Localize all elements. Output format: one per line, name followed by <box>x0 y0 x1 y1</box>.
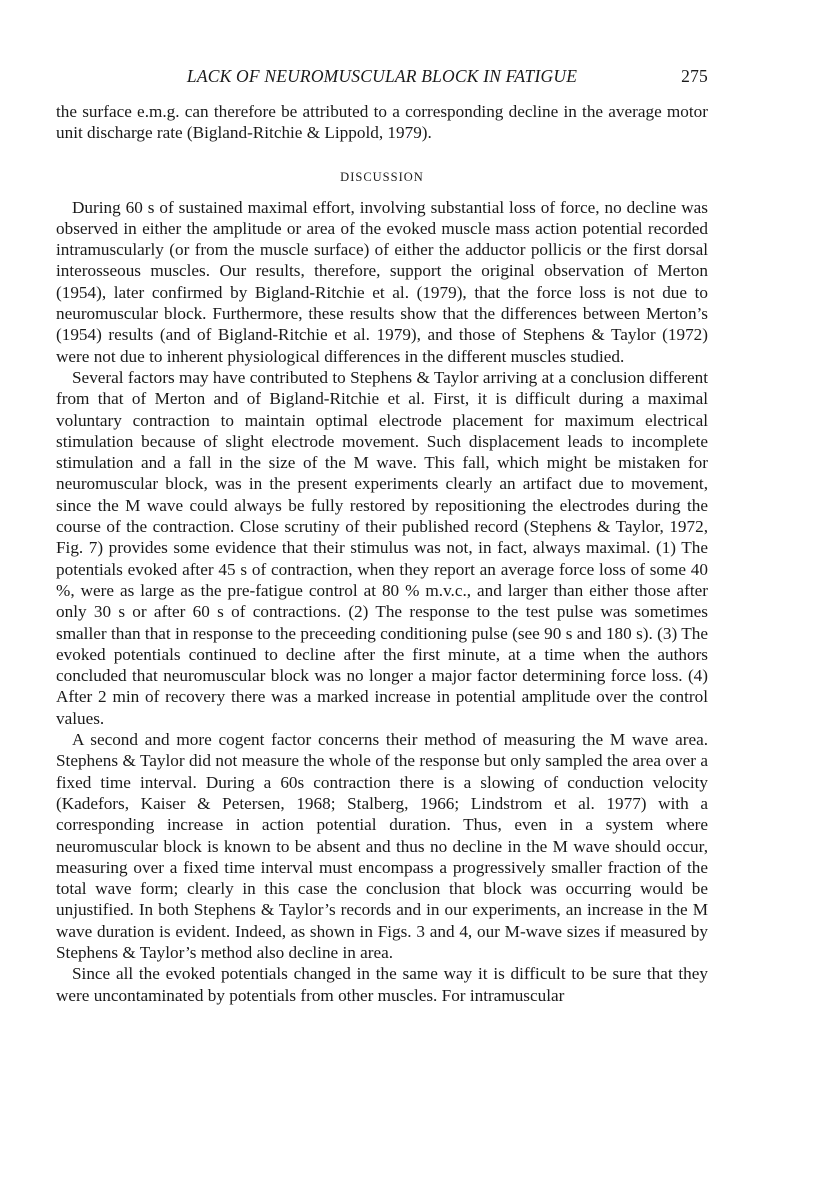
discussion-paragraph-1: During 60 s of sustained maximal effort, involving substantial loss of force, no decline was observed in either the amplitude or area of the evoked muscle mass action potential recorded intramuscularly (or from the muscle surface) of either the adductor pollicis or the first dorsal interosseous muscles. Our results, therefore, support the original observation of Merton (1954), later confirmed by Bigland-Ritchie et al. (1979), that the force loss is not due to neuromuscular block. Furthermore, these results show that the differences between Merton’s (1954) results (and of Bigland-Ritchie et al. 1979), and those of Stephens & Taylor (1972) were not due to inherent physiological differences in the different muscles studied. <box>56 197 708 366</box>
running-header <box>56 62 708 88</box>
discussion-paragraph-2: Several factors may have contributed to Stephens & Taylor arriving at a conclusion different from that of Merton and of Bigland-Ritchie et al. First, it is difficult during a maximal voluntary contraction to maintain optimal electrode placement for maximum electrical stimulation because of slight electrode movement. Such displacement leads to incomplete stimulation and a fall in the size of the M wave. This fall, which might be mistaken for neuromuscular block, was in the present experiments clearly an artifact due to movement, since the M wave could always be fully restored by repositioning the electrodes during the course of the contraction. Close scrutiny of their published record (Stephens & Taylor, 1972, Fig. 7) provides some evidence that their stimulus was not, in fact, always maximal. (1) The potentials evoked after 45 s of contraction, when they report an average force loss of some 40 %, were as large as the pre-fatigue control at 80 % m.v.c., and larger than either those after only 30 s or after 60 s of contractions. (2) The response to the test pulse was sometimes smaller than that in response to the preceeding conditioning pulse (see 90 s and 180 s). (3) The evoked potentials continued to decline after the first minute, at a time when the authors concluded that neuromuscular block was no longer a major factor determining force loss. (4) After 2 min of recovery there was a marked increase in potential amplitude over the control values. <box>56 367 708 728</box>
discussion-paragraph-4: Since all the evoked potentials changed in the same way it is difficult to be sure that they were uncontaminated by potentials from other muscles. For intramuscular <box>56 964 708 1005</box>
section-heading: DISCUSSION <box>340 169 424 184</box>
intro-paragraph: the surface e.m.g. can therefore be attributed to a corresponding decline in the average motor unit discharge rate (Bigland-Ritchie & Lippold, 1979). <box>56 102 708 143</box>
running-title: LACK OF NEUROMUSCULAR BLOCK IN FATIGUE <box>186 66 578 86</box>
discussion-paragraph-3: A second and more cogent factor concerns their method of measuring the M wave area. Stephens & Taylor did not measure the whole of the response but only sampled the area over a fixed time interval. During a 60s contraction there is a slowing of conduction velocity (Kadefors, Kaiser & Petersen, 1968; Stalberg, 1966; Lindstrom et al. 1977) with a corresponding increase in action potential duration. Thus, even in a system where neuromuscular block is known to be absent and thus no decline in the M wave should occur, measuring over a fixed time interval must encompass a progressively smaller fraction of the total wave form; clearly in this case the conclusion that block was occurring would be unjustified. In both Stephens & Taylor’s records and in our experiments, an increase in the M wave duration is evident. Indeed, as shown in Figs. 3 and 4, our M-wave sizes if measured by Stephens & Taylor’s method also decline in area. <box>56 730 708 962</box>
page-number: 275 <box>681 66 708 86</box>
page <box>56 62 708 1006</box>
